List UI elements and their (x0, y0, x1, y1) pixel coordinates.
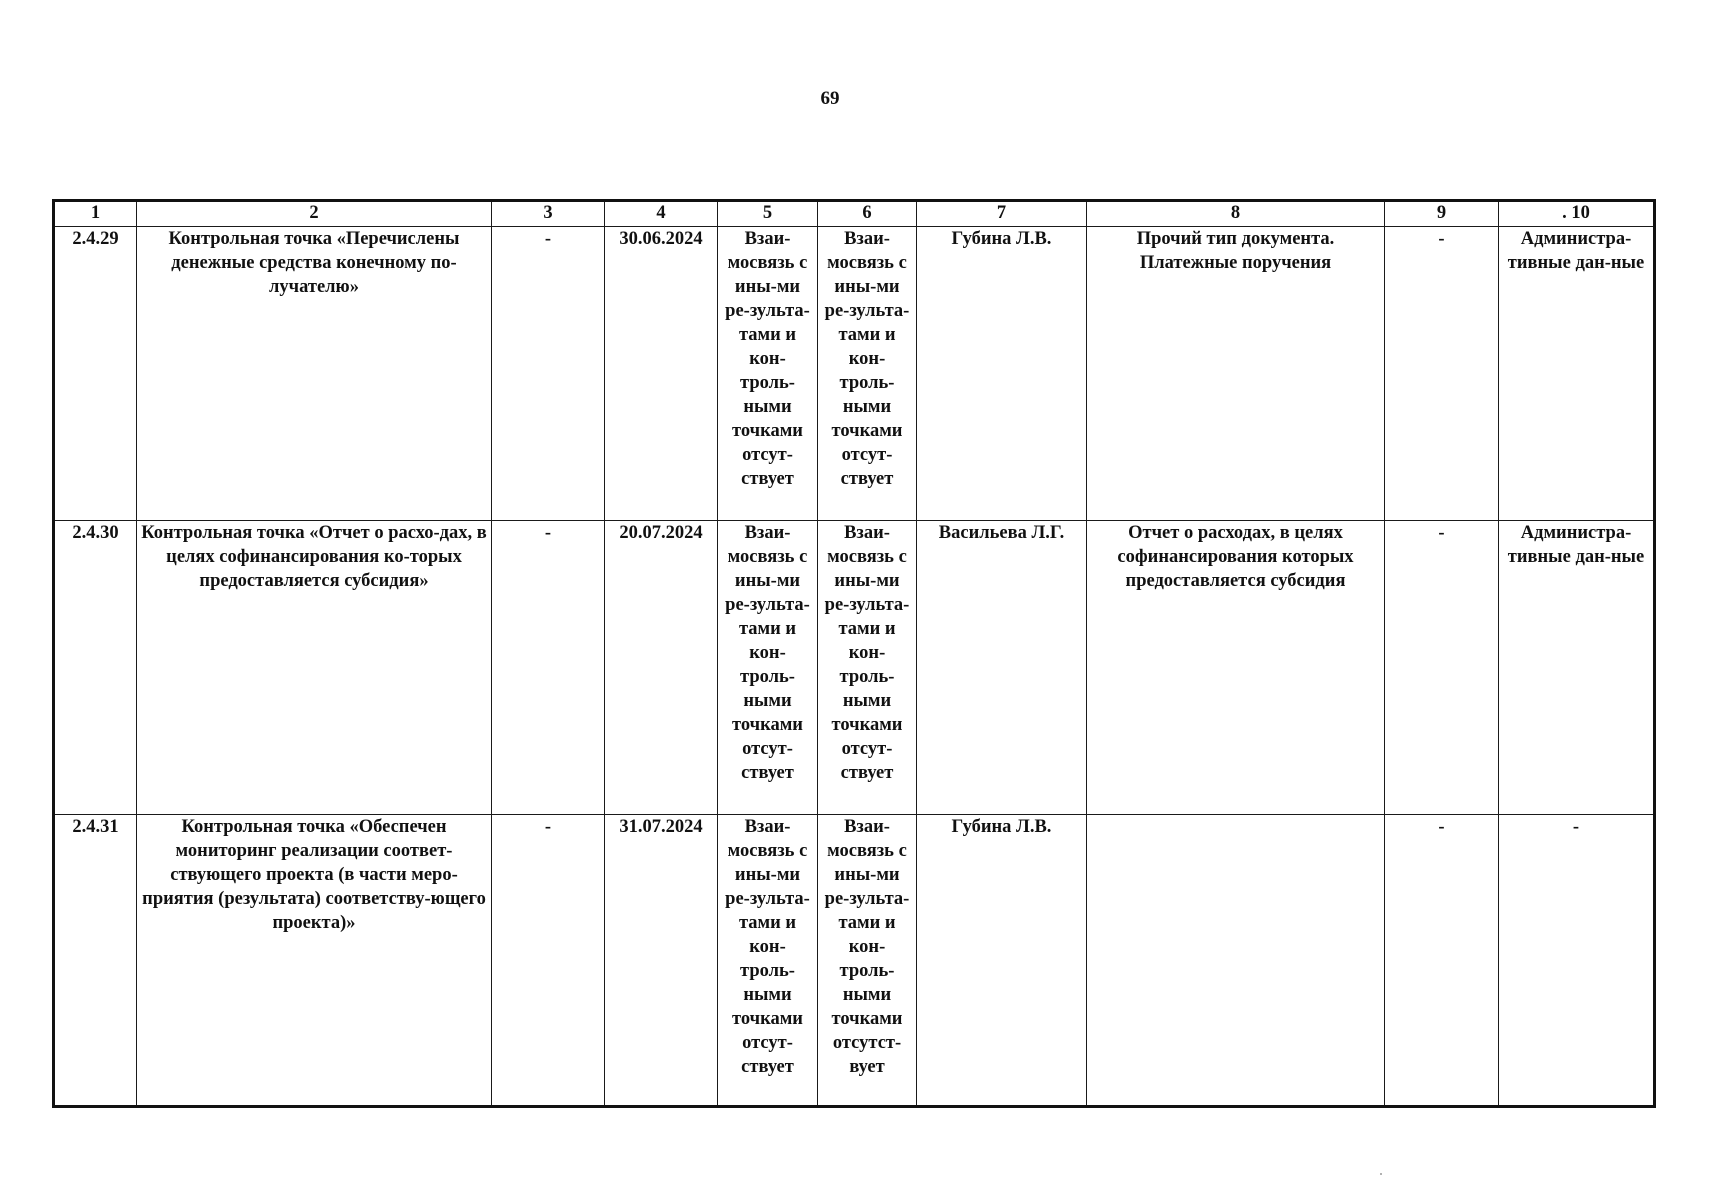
row-name: Контрольная точка «Отчет о расхо-дах, в целях софинансирования ко-торых предоставляется субсидия» (137, 521, 492, 815)
row-col6: Взаи-мосвязь с ины-ми ре-зульта-тами и кон-троль-ными точками отсут-ствует (818, 227, 917, 521)
row-date: 30.06.2024 (605, 227, 718, 521)
row-responsible: Губина Л.В. (917, 227, 1087, 521)
header-col-4: 4 (605, 201, 718, 227)
row-responsible: Васильева Л.Г. (917, 521, 1087, 815)
row-source: - (1499, 815, 1655, 1107)
row-document (1087, 815, 1385, 1107)
row-date: 20.07.2024 (605, 521, 718, 815)
row-name: Контрольная точка «Обеспечен мониторинг реализации соответ-ствующего проекта (в части меро-приятия (результата) соответству-ющего проекта)» (137, 815, 492, 1107)
row-date: 31.07.2024 (605, 815, 718, 1107)
table-row (54, 815, 1655, 1107)
row-document: Отчет о расходах, в целях софинансирования которых предоставляется субсидия (1087, 521, 1385, 815)
header-col-3: 3 (492, 201, 605, 227)
row-col3: - (492, 227, 605, 521)
row-col3: - (492, 815, 605, 1107)
row-source: Администра-тивные дан-ные (1499, 521, 1655, 815)
row-col3: - (492, 521, 605, 815)
row-col5: Взаи-мосвязь с ины-ми ре-зульта-тами и кон-троль-ными точками отсут-ствует (718, 227, 818, 521)
header-col-9: 9 (1385, 201, 1499, 227)
row-name: Контрольная точка «Перечислены денежные средства конечному по-лучателю» (137, 227, 492, 521)
table-row (54, 521, 1655, 815)
table-row (54, 227, 1655, 521)
row-code: 2.4.29 (54, 227, 137, 521)
header-col-5: 5 (718, 201, 818, 227)
row-code: 2.4.30 (54, 521, 137, 815)
header-col-1: 1 (54, 201, 137, 227)
row-col5: Взаи-мосвязь с ины-ми ре-зульта-тами и кон-троль-ными точками отсут-ствует (718, 815, 818, 1107)
row-col6: Взаи-мосвязь с ины-ми ре-зульта-тами и кон-троль-ными точками отсут-ствует (818, 521, 917, 815)
row-source: Администра-тивные дан-ные (1499, 227, 1655, 521)
row-responsible: Губина Л.В. (917, 815, 1087, 1107)
header-col-10: . 10 (1499, 201, 1655, 227)
header-col-7: 7 (917, 201, 1087, 227)
plan-table (52, 199, 1656, 1108)
header-row (54, 201, 1655, 227)
row-col9: - (1385, 521, 1499, 815)
row-col9: - (1385, 815, 1499, 1107)
plan-table-container (52, 199, 1653, 1108)
header-col-2: 2 (137, 201, 492, 227)
table-header (54, 201, 1655, 227)
scan-speck (1380, 1173, 1382, 1175)
header-col-8: 8 (1087, 201, 1385, 227)
row-document: Прочий тип документа. Платежные поручения (1087, 227, 1385, 521)
row-code: 2.4.31 (54, 815, 137, 1107)
header-col-6: 6 (818, 201, 917, 227)
page-number: 69 (820, 88, 840, 109)
row-col5: Взаи-мосвязь с ины-ми ре-зульта-тами и кон-троль-ными точками отсут-ствует (718, 521, 818, 815)
row-col6: Взаи-мосвязь с ины-ми ре-зульта-тами и кон-троль-ными точками отсутст-вует (818, 815, 917, 1107)
row-col9: - (1385, 227, 1499, 521)
